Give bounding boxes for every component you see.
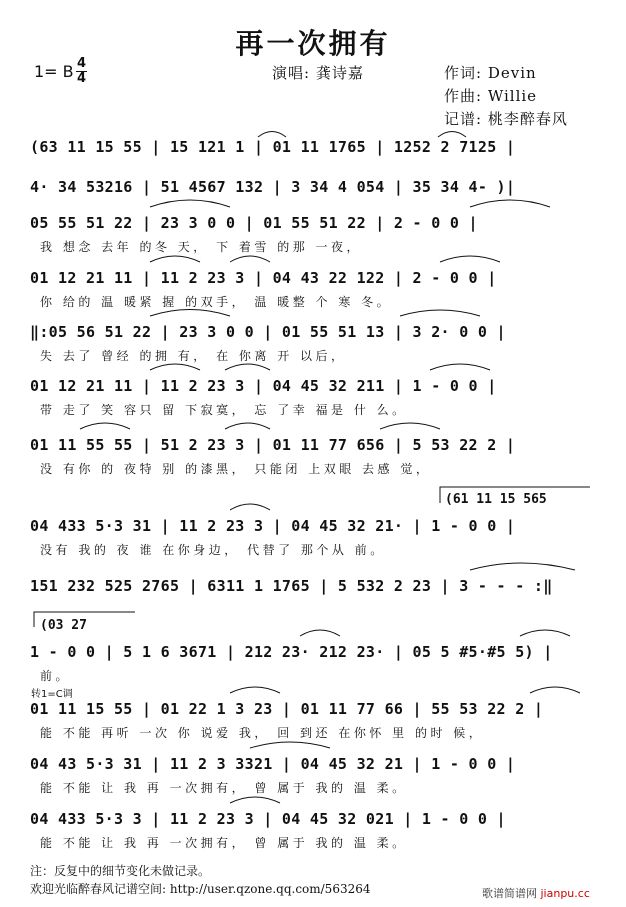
- watermark-domain: jianpu.cc: [540, 887, 590, 900]
- lyrics-row-11: 能 不能 再听 一次 你 说爱 我， 回 到还 在你怀 里 的时 候，: [40, 726, 485, 740]
- notes-row-4: 01 12 21 11 | 11 2 23 3 | 04 43 22 122 | 2 - 0 0 |: [30, 269, 497, 287]
- slur: [150, 364, 200, 370]
- slur: [520, 630, 570, 636]
- slur: [225, 423, 270, 429]
- notes-row-11: 01 11 15 55 | 01 22 1 3 23 | 01 11 77 66 | 55 53 22 2 |: [30, 700, 544, 718]
- watermark-site: 歌谱简谱网: [482, 887, 537, 900]
- notes-row-1: (63 11 15 55 | 15 121 1 | 01 11 1765 | 1252 2 7125 |: [30, 138, 516, 156]
- slur: [250, 742, 330, 748]
- slur: [470, 200, 550, 207]
- lyrics-row-13: 能 不能 让 我 再 一次拥有， 曾 属于 我的 温 柔。: [40, 836, 408, 850]
- slur: [230, 256, 270, 262]
- slur: [300, 630, 340, 636]
- slur: [230, 504, 270, 510]
- volta-1-bracket: [440, 487, 590, 503]
- watermark: [482, 885, 590, 901]
- time-signature-top: 4: [76, 56, 87, 71]
- slur: [430, 364, 490, 370]
- lyrics-row-3: 我 想念 去年 的冬 天， 下 着雪 的那 一夜，: [40, 240, 363, 254]
- lyrics-row-4: 你 给的 温 暖紧 握 的双手， 温 暖整 个 寒 冬。: [40, 295, 393, 309]
- composer-credit: 作曲: Willie: [444, 87, 538, 105]
- volta-1: (61 11 15 565: [445, 492, 547, 507]
- slur: [225, 364, 270, 370]
- slur: [400, 310, 480, 316]
- notes-row-5: ‖:05 56 51 22 | 23 3 0 0 | 01 55 51 13 | 3 2· 0 0 |: [30, 323, 506, 341]
- notes-row-2: 4· 34 53216 | 51 4567 132 | 3 34 4 054 | 35 34 4- )|: [30, 178, 516, 196]
- volta-2-bracket: [34, 612, 135, 627]
- slur: [230, 687, 280, 693]
- slur: [150, 310, 230, 317]
- volta-2: (03 27: [40, 618, 87, 633]
- lyricist-credit: 作词: Devin: [444, 64, 537, 82]
- notes-row-6: 01 12 21 11 | 11 2 23 3 | 04 45 32 211 | 1 - 0 0 |: [30, 377, 497, 395]
- slur: [150, 256, 200, 262]
- singer-credit: 演唱: 龚诗嘉: [272, 64, 364, 82]
- modulation-mark: 转1=C调: [31, 689, 73, 700]
- notes-row-3: 05 55 51 22 | 23 3 0 0 | 01 55 51 22 | 2 - 0 0 |: [30, 214, 478, 232]
- lyrics-row-7: 没 有你 的 夜特 别 的漆黑， 只能闭 上双眼 去感 觉，: [40, 462, 432, 476]
- slur: [150, 200, 230, 207]
- slur: [80, 423, 130, 429]
- transcriber-credit: 记谱: 桃李醉春风: [444, 110, 568, 128]
- lyrics-row-10: 前。: [40, 669, 72, 683]
- lyrics-row-12: 能 不能 让 我 再 一次拥有， 曾 属于 我的 温 柔。: [40, 781, 408, 795]
- lyrics-row-6: 带 走了 笑 容只 留 下寂寞， 忘 了幸 福是 什 么。: [40, 403, 408, 417]
- lyrics-row-5: 失 去了 曾经 的拥 有， 在 你离 开 以后，: [40, 349, 347, 363]
- slur: [470, 563, 575, 570]
- slur: [258, 132, 286, 138]
- notes-row-13: 04 433 5·3 3 | 11 2 23 3 | 04 45 32 021 | 1 - 0 0 |: [30, 810, 506, 828]
- slur: [380, 423, 440, 429]
- notes-row-10: 1 - 0 0 | 5 1 6 3671 | 212 23· 212 23· | 05 5 #5·#5 5) |: [30, 643, 553, 661]
- slur: [438, 132, 466, 138]
- footer-note: 注：反复中的细节变化未做记录。: [30, 864, 211, 878]
- page-title: 再一次拥有: [235, 27, 391, 60]
- slur: [530, 687, 580, 693]
- footer-visit: 欢迎光临醉春风记谱空间: http://user.qzone.qq.com/563264: [30, 882, 371, 896]
- slur: [440, 256, 500, 262]
- notes-row-9: 151 232 525 2765 | 6311 1 1765 | 5 532 2 23 | 3 - - - :‖: [30, 577, 553, 595]
- notes-row-7: 01 11 55 55 | 51 2 23 3 | 01 11 77 656 | 5 53 22 2 |: [30, 436, 516, 454]
- key-signature: 1= B: [34, 62, 74, 81]
- notes-row-8: 04 433 5·3 31 | 11 2 23 3 | 04 45 32 21· | 1 - 0 0 |: [30, 517, 516, 535]
- notes-row-12: 04 43 5·3 31 | 11 2 3 3321 | 04 45 32 21 | 1 - 0 0 |: [30, 755, 516, 773]
- time-signature-bottom: 4: [76, 71, 87, 86]
- slur: [230, 797, 280, 803]
- lyrics-row-8: 没有 我的 夜 谁 在你身边， 代替了 那个从 前。: [40, 543, 386, 557]
